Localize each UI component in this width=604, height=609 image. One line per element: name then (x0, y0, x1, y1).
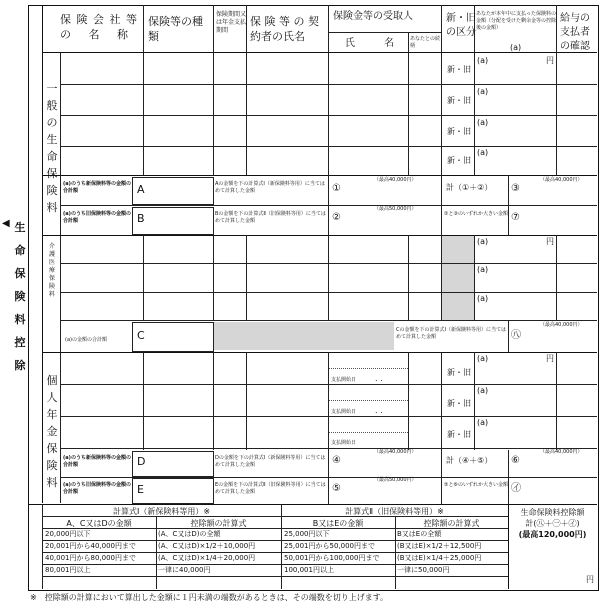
calc-c8: ㊇ (511, 330, 521, 341)
calc-c7-mark: ⑦ (511, 212, 520, 223)
sum-b-letter: B (137, 212, 145, 225)
care-yen-1: 円 (546, 237, 554, 246)
formula2-r1-calc: B又はEの全額 (397, 530, 442, 538)
formula2-r1-range: 25,000円以下 (284, 530, 330, 538)
header-premium-a: (a) (510, 43, 522, 52)
calc-max50-b: （最高50,000円） (374, 206, 417, 212)
calc-max40-c: （最高40,000円） (540, 322, 583, 328)
formula1-r3-calc: (A、C又はD)×1/4＋20,000円 (158, 554, 256, 562)
formula1-col1: A、C又はDの金額 (66, 519, 132, 528)
pension-newold-1: 新・旧 (447, 368, 471, 377)
header-new-old: 新・旧の区分 (446, 13, 476, 38)
pension-yen-1: 円 (546, 354, 554, 363)
header-recipient-name: 氏 名 (345, 38, 395, 49)
formula1-title: 計算式Ⅰ（新保険料等用）※ (112, 507, 211, 516)
pension-a-2: (a) (477, 386, 489, 395)
sum-e-letter: E (137, 483, 144, 496)
header-contractor: 保 険 等 の 契約者の氏名 (250, 15, 319, 43)
header-insurer-line2: の 名 称 (60, 28, 128, 41)
pension-start-2: 支払開始日 (331, 409, 357, 415)
formula2-r3-range: 50,001円から100,000円まで (284, 554, 380, 562)
general-newold-1: 新・旧 (447, 65, 471, 74)
pension-newold-3: 新・旧 (447, 430, 471, 439)
care-gray-cell (442, 236, 474, 320)
general-newold-3: 新・旧 (447, 127, 471, 136)
header-relation: あなたとの続柄 (410, 36, 441, 49)
care-a-1: (a) (477, 237, 489, 246)
header-period: 保険期間又は年金支払期間 (216, 11, 247, 34)
pension-a-3: (a) (477, 418, 489, 427)
section-general: 一般の生命保険料 (46, 82, 58, 214)
sum-a-label: (a)のうち新保険料等の金額の合計額 (63, 181, 131, 194)
formula1-col2: 控除額の計算式 (190, 519, 247, 528)
calc-max40-a: （最高40,000円） (374, 177, 417, 183)
formula1-r2-range: 20,001円から40,000円まで (45, 542, 136, 550)
header-payer: 給与の支払者の確認 (560, 13, 590, 52)
general-a-4: (a) (477, 148, 489, 157)
header-premium: あなたが本年中に支払った保険料の金額（分配を受けた剰余金等の控除後の金額） (476, 11, 557, 31)
formula2-r2-range: 25,001円から50,000円まで (284, 542, 375, 550)
sum-e-label: (a)のうち旧保険料等の金額の合計額 (63, 482, 131, 495)
sum-c-letter: C (137, 329, 145, 342)
formula1-r3-range: 40,001円から80,000円まで (45, 554, 136, 562)
total-line1: 生命保険料控除額 (520, 508, 585, 517)
side-heading: 生命保険料控除 (14, 221, 26, 372)
calc-e-label: Eの金額を下の計算式Ⅱ（旧保険料等用）に当てはめて計算した金額 (215, 482, 326, 495)
header-recipient: 保険金等の受取人 (333, 11, 413, 22)
formula1-r1-calc: (A、C又はD)の全額 (158, 530, 221, 538)
total-12: 計（①＋②） (446, 183, 493, 192)
section-pension: 個人年金保険料 (46, 374, 58, 489)
calc-c3: ③ (511, 183, 520, 194)
footnote: ※ 控除額の計算において算出した金額に１円未満の端数があるときは、その端数を切り上げます。 (30, 593, 389, 602)
calc-a-label: Aの金額を下の計算式Ⅰ（新保険料等用）に当てはめて計算した金額 (215, 181, 325, 194)
total-45: 計（④＋⑤） (446, 456, 493, 465)
formula2-col2: 控除額の計算式 (423, 519, 480, 528)
general-yen-1: 円 (546, 56, 554, 65)
formula2-r4-range: 100,001円以上 (284, 566, 334, 574)
care-a-3: (a) (477, 294, 489, 303)
calc-b-label: Bの金額を下の計算式Ⅱ（旧保険料等用）に当てはめて計算した金額 (215, 211, 326, 224)
sum-a-letter: A (137, 183, 145, 196)
formula2-r3-calc: (B又はE)×1/4＋25,000円 (397, 554, 482, 562)
calc-c7-label: ②と③のいずれか大きい金額 (444, 211, 508, 217)
calc-max40-c6: （最高40,000円） (540, 449, 583, 455)
calc-max50-e: （最高50,000円） (374, 477, 417, 483)
header-insurer-line1: 保 険 会 社 等 (60, 13, 138, 26)
general-a-2: (a) (477, 87, 489, 96)
calc-max40-d: （最高40,000円） (374, 449, 417, 455)
pension-dots-2: . . (375, 406, 383, 415)
care-sum-gray (214, 322, 394, 350)
formula1-r4-calc: 一律に40,000円 (158, 566, 211, 574)
pension-dots-1: . . (375, 374, 383, 383)
calc-d-label: Dの金額を下の計算式Ⅰ（新保険料等用）に当てはめて計算した金額 (215, 455, 326, 468)
total-yen: 円 (586, 575, 594, 584)
pension-a-1: (a) (477, 354, 489, 363)
formula2-r4-calc: 一律に50,000円 (397, 566, 450, 574)
calc-c2: ② (332, 212, 341, 223)
sum-c-label: (a)の金額の合計額 (65, 337, 107, 343)
calc-c5: ⑤ (332, 483, 341, 494)
formula2-r2-calc: (B又はE)×1/2＋12,500円 (397, 542, 482, 550)
general-a-3: (a) (477, 118, 489, 127)
calc-max40-c3: （最高40,000円） (540, 177, 583, 183)
general-newold-4: 新・旧 (447, 156, 471, 165)
calc-c9-label: ⑤と⑥のいずれか大きい金額 (444, 482, 508, 488)
calc-c6: ⑥ (511, 455, 520, 466)
general-newold-2: 新・旧 (447, 96, 471, 105)
general-a-1: (a) (477, 56, 489, 65)
formula1-r2-calc: (A、C又はD)×1/2＋10,000円 (158, 542, 256, 550)
section-arrow-icon: ◀ (2, 218, 10, 229)
calc-c1: ① (332, 183, 341, 194)
total-line3: (最高120,000円) (518, 530, 587, 539)
calc-c4: ④ (332, 455, 341, 466)
pension-start-1: 支払開始日 (331, 377, 357, 383)
total-line2: 計(㊇＋㊀＋㋑) (525, 519, 580, 528)
formula1-r1-range: 20,000円以下 (45, 530, 91, 538)
formula2-title: 計算式Ⅱ（旧保険料等用）※ (345, 507, 444, 516)
sum-e-box (132, 478, 214, 504)
sum-b-label: (a)のうち旧保険料等の金額の合計額 (63, 211, 131, 224)
calc-c9-mark: ㋑ (511, 483, 521, 494)
sum-d-label: (a)のうち新保険料等の金額の合計額 (63, 455, 131, 468)
section-care: 介護医療保険料 (48, 243, 55, 298)
formula1-r4-range: 80,001円以上 (45, 566, 91, 574)
header-type: 保険等の種類 (148, 15, 203, 43)
calc-c-label: Cの金額を下の計算式Ⅰ（新保険料等用）に当てはめて計算した金額 (396, 327, 506, 340)
care-a-2: (a) (477, 265, 489, 274)
formula2-col1: B又はEの金額 (312, 519, 364, 528)
pension-start-3: 支払開始日 (331, 440, 357, 446)
pension-newold-2: 新・旧 (447, 399, 471, 408)
sum-d-letter: D (137, 455, 146, 468)
